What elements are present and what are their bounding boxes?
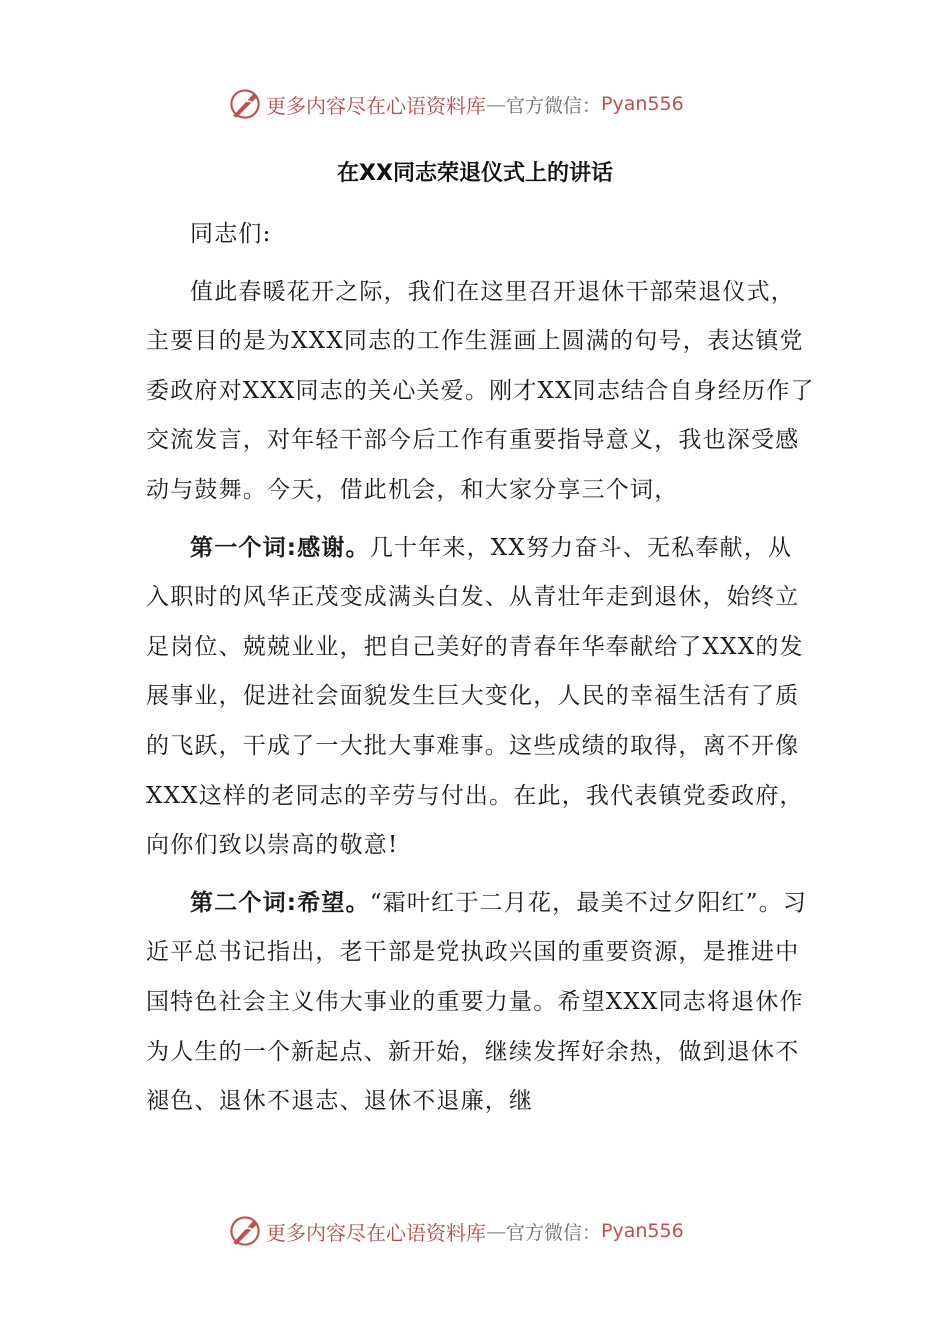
paragraph-thanks (146, 524, 816, 871)
paragraph-hope-body: “霜叶红于二月花，最美不过夕阳红”。习近平总书记指出，老干部是党执政兴国的重要资源，是推进中国特色社会主义伟大事业的重要力量。希望XXX同志将退休作为人生的一个新起点、新开始，继续发挥好余热，做到退休不褪色、退休不退志、退休不退廉，继 (146, 889, 808, 1115)
banner-wechat-id: Pyan556 (601, 1220, 684, 1242)
banner-text: 更多内容尽在心语资料库 (266, 1220, 486, 1245)
salutation: 同志们: (190, 221, 272, 247)
watermark-banner-top (228, 84, 728, 124)
document-body (146, 210, 816, 1127)
banner-label: 官方微信： (506, 94, 602, 117)
paragraph-hope-lead: 第二个词:希望。 (190, 889, 370, 916)
pen-logo-icon (228, 1214, 262, 1248)
banner-separator: — (486, 1219, 506, 1243)
banner-separator: — (486, 92, 506, 116)
pen-logo-icon (228, 87, 262, 121)
paragraph-intro-body: 值此春暖花开之际，我们在这里召开退休干部荣退仪式，主要目的是为XXX同志的工作生涯画上圆满的句号，表达镇党委政府对XXX同志的关心关爱。刚才XX同志结合自身经历作了交流发言，对年轻干部今后工作有重要指导意义，我也深受感动与鼓舞。今天，借此机会，和大家分享三个词， (146, 278, 815, 503)
paragraph-thanks-lead: 第一个词:感谢。 (190, 534, 370, 561)
paragraph-thanks-body: 几十年来，XX努力奋斗、无私奉献，从入职时的风华正茂变成满头白发、从青壮年走到退休，始终立足岗位、兢兢业业，把自己美好的青春年华奉献给了XXX的发展事业，促进社会面貌发生巨大变化，人民的幸福生活有了质的飞跃，干成了一大批大事难事。这些成绩的取得，离不开像XXX这样的老同志的辛劳与付出。在此，我代表镇党委政府，向你们致以崇高的敬意! (146, 534, 804, 859)
document-title: 在XX同志荣退仪式上的讲话 (337, 161, 613, 186)
banner-text: 更多内容尽在心语资料库 (266, 93, 486, 118)
paragraph-intro (146, 268, 816, 516)
banner-label: 官方微信： (506, 1221, 602, 1244)
watermark-banner-bottom (228, 1211, 728, 1251)
paragraph-hope (146, 879, 816, 1127)
banner-wechat-id: Pyan556 (601, 93, 684, 115)
